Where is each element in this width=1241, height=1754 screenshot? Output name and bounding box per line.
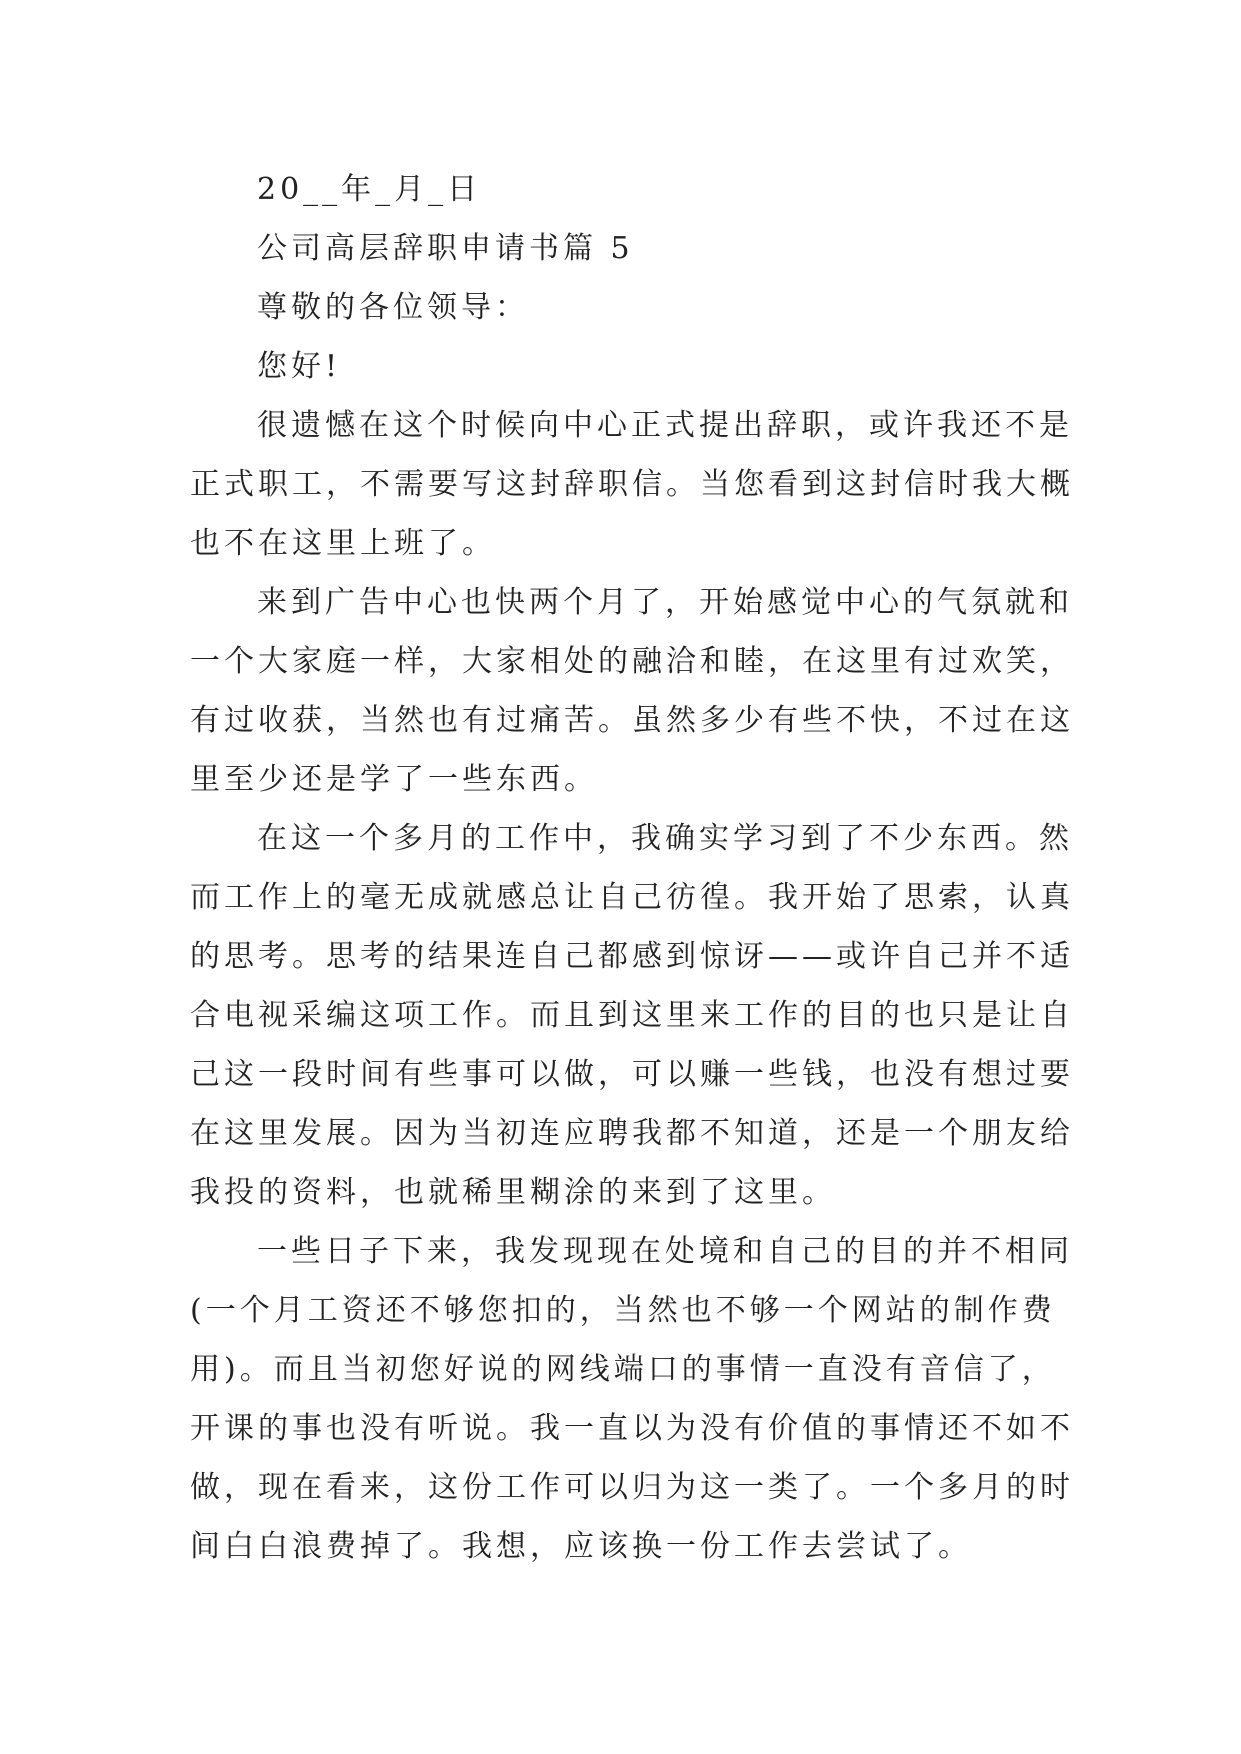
paragraph-line: 一个大家庭一样，大家相处的融洽和睦，在这里有过欢笑， [190, 644, 1074, 679]
paragraph-line: 在这一个多月的工作中，我确实学习到了不少东西。然 [257, 821, 1073, 856]
paragraph-line: 做，现在看来，这份工作可以归为这一类了。一个多月的时 [190, 1470, 1074, 1505]
salutation: 尊敬的各位领导： [257, 290, 529, 325]
paragraph-line: 间白白浪费掉了。我想，应该换一份工作去尝试了。 [190, 1529, 972, 1564]
paragraph-2 [190, 573, 1074, 809]
paragraph-3 [190, 809, 1074, 1222]
paragraph-1 [190, 396, 1074, 573]
paragraph-line: 正式职工，不需要写这封辞职信。当您看到这封信时我大概 [190, 467, 1074, 502]
paragraph-line: 一些日子下来，我发现现在处境和自己的目的并不相同 [257, 1234, 1073, 1269]
paragraph-line: 而工作上的毫无成就感总让自己彷徨。我开始了思索，认真 [190, 880, 1074, 915]
paragraph-line: 也不在这里上班了。 [190, 526, 496, 561]
paragraph-4 [190, 1222, 1074, 1576]
paragraph-line: 我投的资料，也就稀里糊涂的来到了这里。 [190, 1175, 836, 1210]
paragraph-line: 己这一段时间有些事可以做，可以赚一些钱，也没有想过要 [190, 1057, 1074, 1092]
paragraph-line: 有过收获，当然也有过痛苦。虽然多少有些不快，不过在这 [190, 703, 1074, 738]
paragraph-line: 里至少还是学了一些东西。 [190, 762, 598, 797]
paragraph-line: 在这里发展。因为当初连应聘我都不知道，还是一个朋友给 [190, 1116, 1074, 1151]
greeting: 您好! [257, 349, 342, 384]
paragraph-line: 合电视采编这项工作。而且到这里来工作的目的也只是让自 [190, 998, 1074, 1033]
paragraph-line: 开课的事也没有听说。我一直以为没有价值的事情还不如不 [190, 1411, 1074, 1446]
paragraph-line: 的思考。思考的结果连自己都感到惊讶——或许自己并不适 [190, 939, 1074, 974]
document-title: 公司高层辞职申请书篇 5 [257, 231, 634, 266]
paragraph-line: 很遗憾在这个时候向中心正式提出辞职，或许我还不是 [257, 408, 1073, 443]
document-body [190, 160, 1074, 1576]
paragraph-line: 用)。而且当初您好说的网线端口的事情一直没有音信了， [190, 1352, 1056, 1387]
date-line: 20__年_月_日 [257, 172, 482, 207]
paragraph-line: (一个月工资还不够您扣的，当然也不够一个网站的制作费 [190, 1293, 1056, 1328]
paragraph-line: 来到广告中心也快两个月了，开始感觉中心的气氛就和 [257, 585, 1073, 620]
